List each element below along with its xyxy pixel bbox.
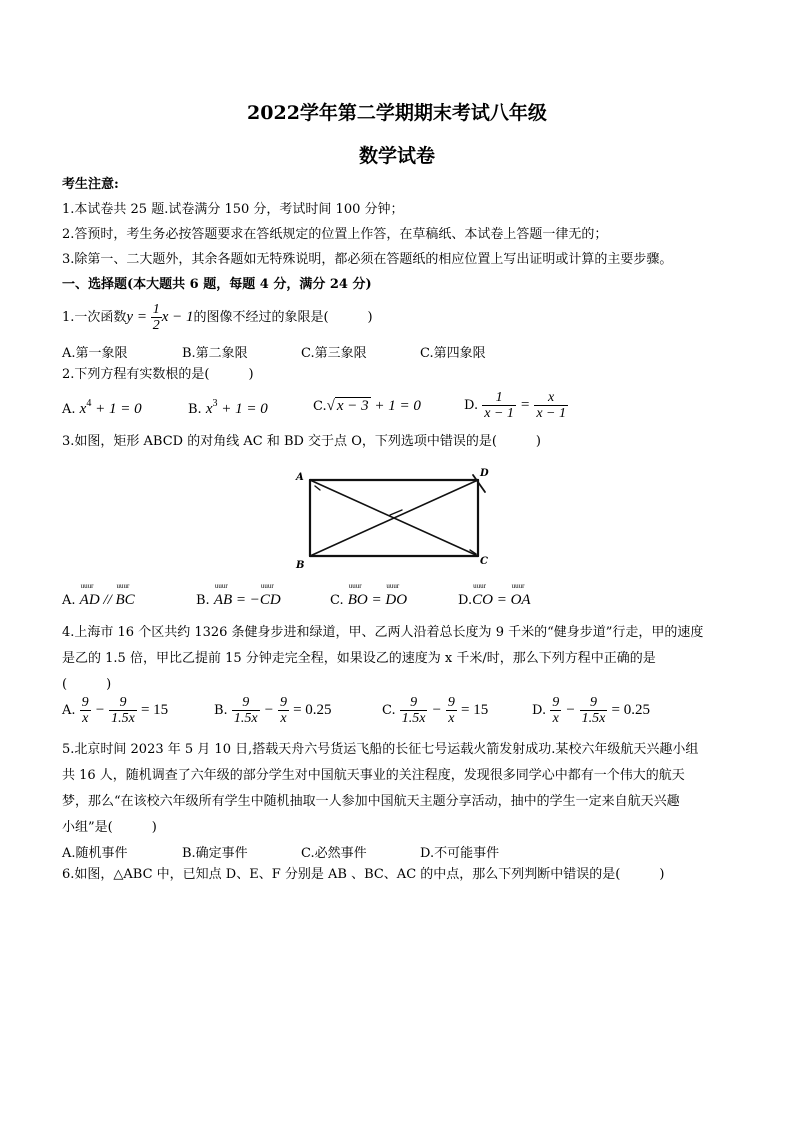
question-4-line-3: ( )	[62, 677, 112, 692]
question-5-line-3: 梦，那么“在该校六年级所有学生中随机抽取一人参加中国航天主题分享活动，抽中的学生一定来自航天兴趣	[62, 794, 680, 809]
question-1-stem: 1.一次函数y = $\frac{1}{2}$ x − 1的图像不经过的象限是( )	[62, 302, 373, 333]
question-4-line-2: 是乙的 1.5 倍，甲比乙提前 15 分钟走完全程，如果设乙的速度为 x 千米/时，那么下列方程中正确的是	[62, 651, 656, 666]
question-5-line-4: 小组”是( )	[62, 820, 157, 835]
q5-option-b: B.确定事件	[182, 846, 248, 861]
q2-option-a: A. $x^4 + 1 = 0$	[62, 398, 142, 417]
formula-y: y	[126, 309, 134, 325]
notice-item-2: 2.答预时，考生务必按答题要求在答纸规定的位置上作答，在草稿纸、本试卷上答题一律无的；	[62, 227, 608, 242]
q3-option-c: C. uuur BO = uuur DO	[330, 592, 407, 609]
figure-label-b: B	[296, 560, 305, 571]
question-6-stem: 6.如图，△ABC 中，已知点 D、E、F 分别是 AB 、BC、AC 的中点，那么下列判断中错误的是( )	[62, 867, 665, 882]
question-5-line-1: 5.北京时间 2023 年 5 月 10 日,搭载天舟六号货运飞船的长征七号运载火箭发射成功.某校六年级航天兴趣小组	[62, 742, 699, 757]
fraction-one-half: $\frac{1}{2}$	[152, 302, 160, 333]
exam-title: 2022学年第二学期期末考试八年级	[247, 102, 547, 124]
question-1-suffix: 的图像不经过的象限是( )	[193, 310, 373, 325]
q1-option-c: C.第三象限	[301, 346, 367, 361]
notice-heading: 考生注意:	[62, 177, 119, 192]
formula-rest: x − 1	[161, 309, 194, 325]
section-1-heading: 一、选择题(本大题共 6 题，每题 4 分，满分 24 分)	[62, 277, 372, 292]
q1-option-a: A.第一象限	[62, 346, 128, 361]
notice-item-3: 3.除第一、二大题外，其余各题如无特殊说明，都必须在答题纸的相应位置上写出证明或计算的主要步骤。	[62, 252, 673, 267]
q1-option-d: C.第四象限	[420, 346, 486, 361]
question-1-prefix: 1.一次函数	[62, 310, 127, 325]
q2-option-c: C.√ x − 3 + 1 = 0	[313, 398, 421, 414]
q4-option-a: A. $\frac{9}{x}$ − $\frac{9}{1.5x}$ = 15	[62, 695, 169, 726]
q4-option-b: B. $\frac{9}{1.5x}$ − $\frac{9}{x}$ = 0.25	[214, 695, 332, 726]
rectangle-figure	[290, 460, 500, 578]
q2-option-b: B. $x^3 + 1 = 0$	[188, 398, 268, 417]
figure-label-d: D	[480, 468, 489, 479]
q4-option-c: C. $\frac{9}{1.5x}$ − $\frac{9}{x}$ = 15	[382, 695, 489, 726]
q3-option-b: B. uuur AB = −uuur CD	[196, 592, 281, 609]
notice-item-1: 1.本试卷共 25 题.试卷满分 150 分，考试时间 100 分钟；	[62, 202, 404, 217]
figure-label-a: A	[296, 472, 304, 483]
q5-option-d: D.不可能事件	[420, 846, 500, 861]
question-4-line-1: 4.上海市 16 个区共约 1326 条健身步进和绿道，甲、乙两人沿着总长度为 9 千米的“健身步道”行走，甲的速度	[62, 625, 704, 640]
question-2-stem: 2.下列方程有实数根的是( )	[62, 367, 254, 382]
q5-option-a: A.随机事件	[62, 846, 128, 861]
exam-subtitle: 数学试卷	[358, 145, 435, 167]
q1-option-b: B.第二象限	[182, 346, 248, 361]
q3-option-d: D.uuur CO = uuur OA	[458, 592, 531, 609]
q3-option-a: A. uuur AD // uuur BC	[62, 592, 135, 609]
q5-option-c: C.必然事件	[301, 846, 367, 861]
q4-option-d: D. $\frac{9}{x}$ − $\frac{9}{1.5x}$ = 0.25	[532, 695, 650, 726]
question-5-line-2: 共 16 人，随机调查了六年级的部分学生对中国航天事业的关注程度，发现很多同学心中都有一个伟大的航天	[62, 768, 685, 783]
figure-label-c: C	[480, 556, 488, 567]
q2-option-d: D. $\frac{1}{x - 1}$ = $\frac{x}{x - 1}$	[464, 390, 566, 421]
question-3-stem: 3.如图，矩形 ABCD 的对角线 AC 和 BD 交于点 O，下列选项中错误的是( )	[62, 434, 541, 449]
